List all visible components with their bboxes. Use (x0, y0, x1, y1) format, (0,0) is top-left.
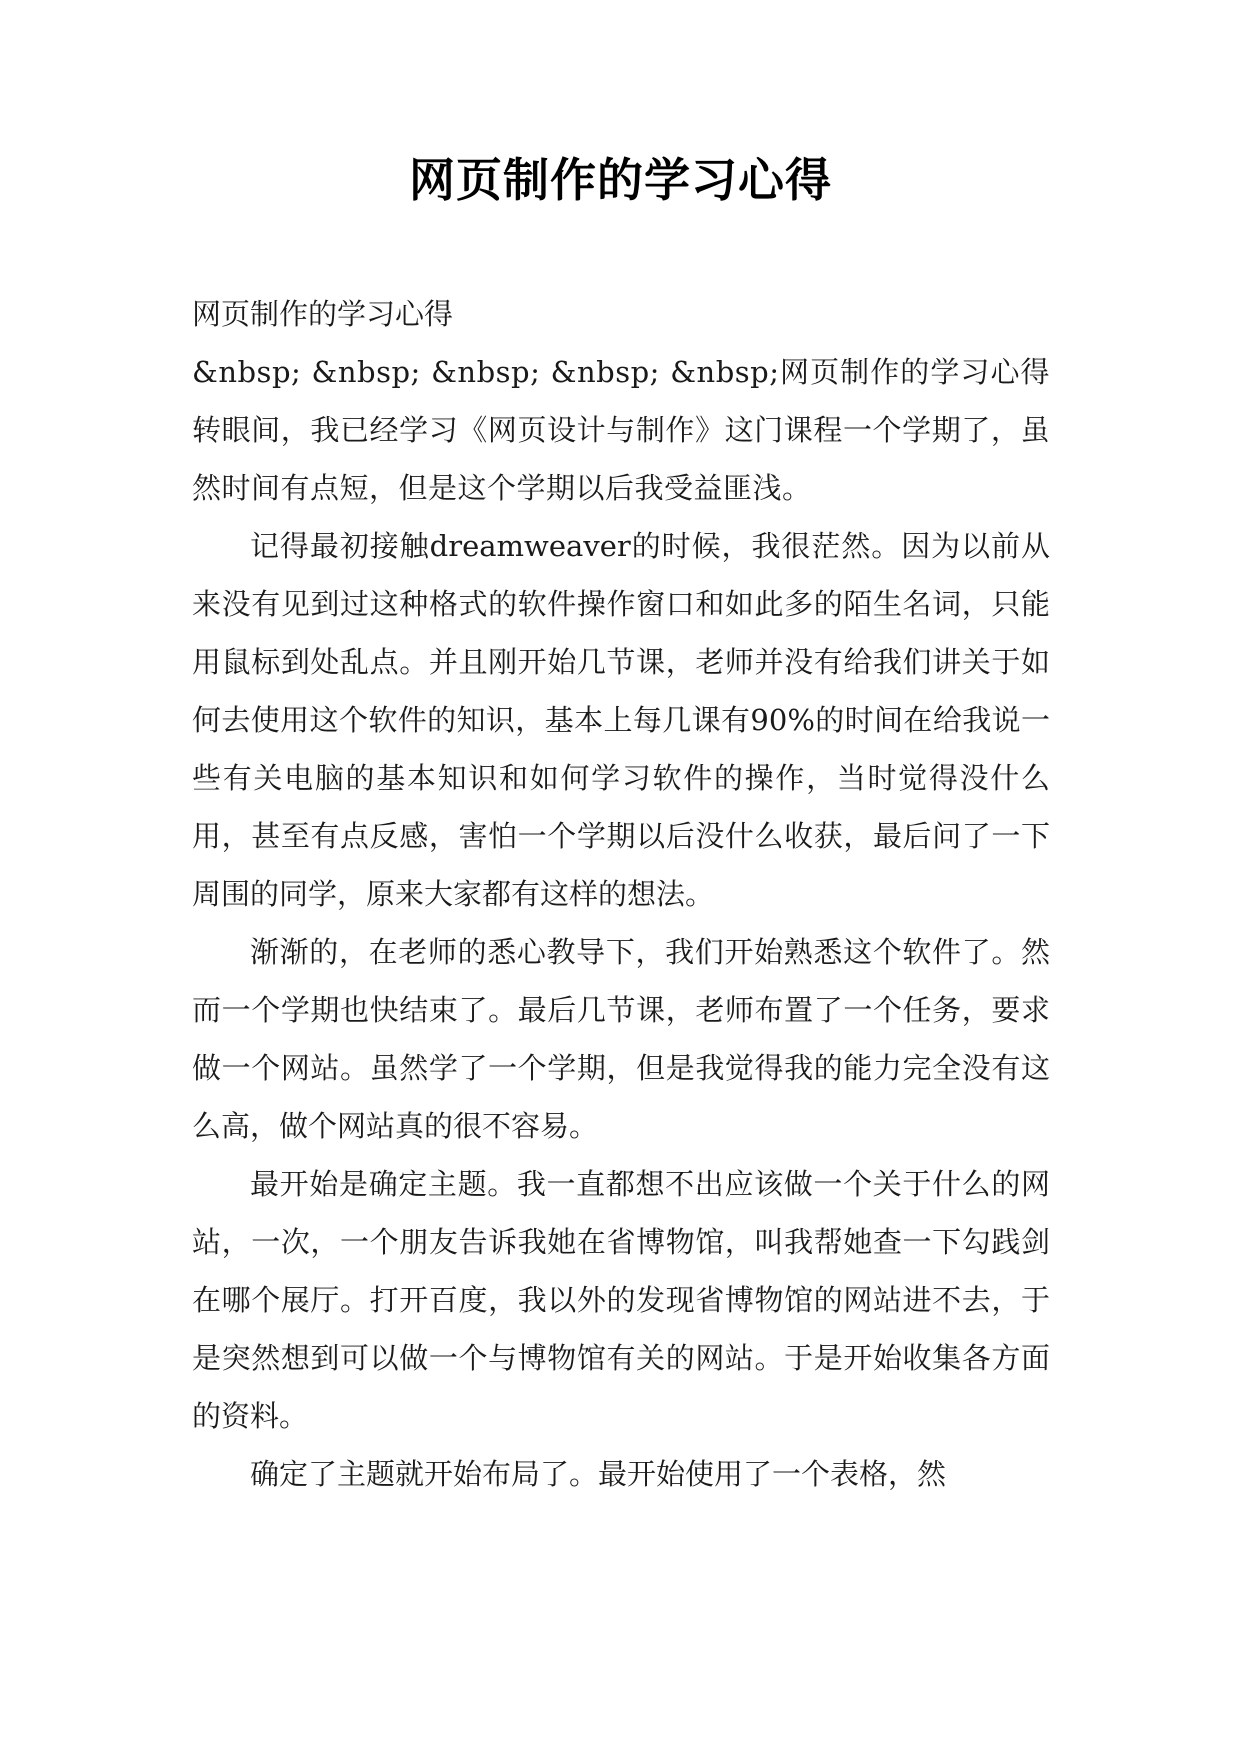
paragraph-2: 记得最初接触dreamweaver的时候，我很茫然。因为以前从来没有见到过这种格式的软件操作窗口和如此多的陌生名词，只能用鼠标到处乱点。并且刚开始几节课，老师并没有给我们讲关于如何去使用这个软件的知识，基本上每几课有90%的时间在给我说一些有关电脑的基本知识和如何学习软件的操作，当时觉得没什么用，甚至有点反感，害怕一个学期以后没什么收获，最后问了一下周围的同学，原来大家都有这样的想法。 (192, 529, 1050, 911)
paragraph-1: &nbsp; &nbsp; &nbsp; &nbsp; &nbsp;网页制作的学习心得 转眼间，我已经学习《网页设计与制作》这门课程一个学期了，虽然时间有点短，但是这个学期以后我受益匪浅。 (192, 355, 1110, 505)
paragraph-4: 最开始是确定主题。我一直都想不出应该做一个关于什么的网站，一次，一个朋友告诉我她在省博物馆，叫我帮她查一下勾践剑在哪个展厅。打开百度，我以外的发现省博物馆的网站进不去，于是突然想到可以做一个与博物馆有关的网站。于是开始收集各方面的资料。 (192, 1167, 1050, 1433)
document-title: 网页制作的学习心得 (409, 153, 832, 207)
document-body (192, 285, 1110, 1503)
paragraph-3: 渐渐的，在老师的悉心教导下，我们开始熟悉这个软件了。然而一个学期也快结束了。最后几节课，老师布置了一个任务，要求做一个网站。虽然学了一个学期，但是我觉得我的能力完全没有这么高，做个网站真的很不容易。 (192, 935, 1050, 1143)
document-subtitle: 网页制作的学习心得 (192, 297, 454, 331)
paragraph-5: 确定了主题就开始布局了。最开始使用了一个表格，然 (250, 1457, 947, 1491)
